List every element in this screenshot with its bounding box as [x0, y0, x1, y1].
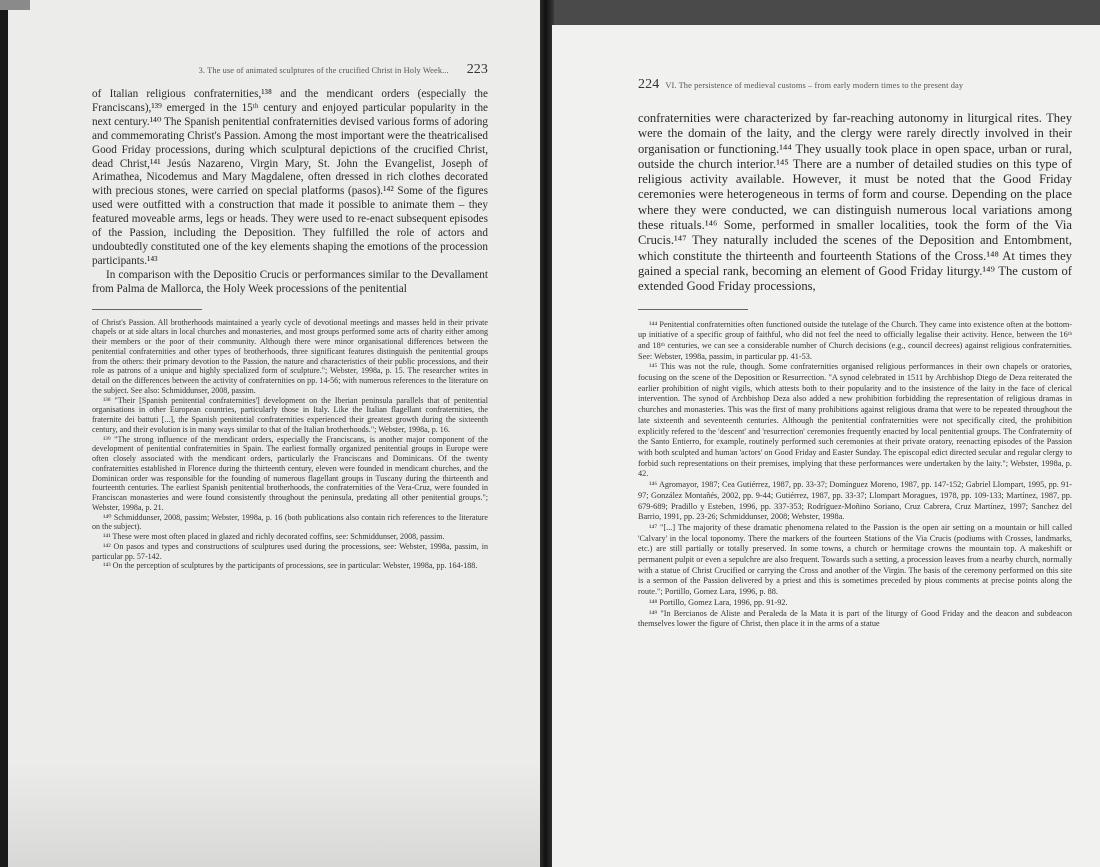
- left-running-head: [92, 62, 488, 78]
- footnote: ¹⁴⁹ "In Bercianos de Aliste and Peraleda de la Mata it is part of the liturgy of Good Friday and the deacon and subdeacon themselves lower the figure of Christ, then place it in the arms of a statue: [638, 608, 1072, 629]
- right-paragraph: confraternities were characterized by far-reaching autonomy in liturgical rites. They were the domain of the laity, and the clergy were rarely directly involved in their organisation or functioning.¹⁴⁴ They usually took place in open space, urban or rural, outside the church interior.¹⁴⁵ There are a number of detailed studies on this type of religious activity available. However, it must be noted that the Good Friday ceremonies were heterogeneous in terms of form and course. Depending on the place where they were conducted, we can distinguish numerous local variations among these rituals.¹⁴⁶ Some, performed in smaller localities, took the form of the Via Crucis.¹⁴⁷ They naturally included the scenes of the Deposition and Entombment, which constitute the thirteenth and fourteenth Stations of the Cross.¹⁴⁸ At times they gained a special rank, becoming an element of Good Friday liturgy.¹⁴⁹ The custom of extended Good Friday processions,: [638, 111, 1072, 294]
- footnote: ¹⁴² On pasos and types and constructions of sculptures used during the processions, see: Webster, 1998a, passim, in particular pp. 57-142.: [92, 541, 488, 561]
- right-footnotes: [638, 320, 1072, 630]
- footnote: ¹⁴⁴ Penitential confraternities often functioned outside the tutelage of the Church. They came into existence often at the bottom-up initiative of a specific group of faithful, who did not feel the need to officially legalise their activity. Hence, between the 16ᵗʰ and 18ᵗʰ centuries, we can see a considerable number of Church decisions (e.g., council decrees) against religious confraternities. See: Webster, 1998a, passim, in particular pp. 41-53.: [638, 319, 1072, 361]
- left-paragraph: of Italian religious confraternities,¹³⁸ and the mendicant orders (especially the Franciscans),¹³⁹ emerged in the 15ᵗʰ century and enjoyed particular popularity in the next century.¹⁴⁰ The Spanish penitential confraternities devised various forms of adoring and commemorating Christ's Passion. Among the most important were the theatricalised Good Friday processions, during which sculptural depictions of the crucified Christ, dead Christ,¹⁴¹ Jesús Nazareno, Virgin Mary, St. John the Evangelist, Joseph of Arimathea, Nicodemus and Mary Magdalene, often dressed in rich clothes decorated with precious stones, were carried on special platforms (pasos).¹⁴² Some of the figures used were outfitted with a construction that made it possible to animate them – they featured moveable arms, legs or heads. They were used to re-enact subsequent episodes of the Passion, including the Deposition. They fulfilled the role of actors and undoubtedly constituted one of the key elements shaping the emotions of the procession participants.¹⁴³: [92, 88, 488, 267]
- footnote: ¹³⁹ "The strong influence of the mendicant orders, especially the Franciscans, is another major component of the development of penitential confraternities in Spain. The earliest formally organized penitential groups in Europe were often closely associated with the mendicant orders, particularly the Franciscans and Dominicans. Of the twenty confraternities established in Florence during the thirteenth century, eleven were founded in mendicant churches, and the Dominican order was responsible for the founding of numerous flagellant groups in Tuscany during the thirteenth and fourteenth centuries. The earliest Spanish penitential brotherhoods, the confraternities of the Vera-Cruz, were founded in Franciscan monasteries and were found consistently throughout the peninsula, predating all other penitential groups."; Webster, 1998a, p. 21.: [92, 434, 488, 512]
- scan-corner: [0, 0, 30, 10]
- right-running-head-title: VI. The persistence of medieval customs – from early modern times to the present day: [665, 81, 964, 90]
- footnote-rule: [92, 309, 202, 310]
- footnote: ¹⁴¹ These were most often placed in glazed and richly decorated coffins, see: Schmiddunser, 2008, passim.: [103, 532, 445, 542]
- left-footnotes: [92, 318, 488, 572]
- right-body-text: [638, 111, 1072, 295]
- left-running-head-title: 3. The use of animated sculptures of the crucified Christ in Holy Week...: [198, 66, 449, 75]
- right-page: [552, 25, 1100, 867]
- footnote: ¹⁴³ On the perception of sculptures by the participants of processions, see in particular: Webster, 1998a, pp. 164-188.: [103, 561, 478, 571]
- right-running-head: [638, 77, 1072, 93]
- left-body-text: [92, 88, 488, 297]
- scan-edge: [0, 0, 8, 867]
- footnote: ¹⁴⁸ Portillo, Gomez Lara, 1996, pp. 91-92.: [649, 597, 788, 607]
- footnote: ¹⁴⁶ Agromayor, 1987; Cea Gutiérrez, 1987, pp. 33-37; Domínguez Moreno, 1987, pp. 147-152; Gabriel Llompart, 1995, pp. 91-97; González Montañés, 2002, pp. 9-44; Gutiérrez, 1987, pp. 33-37; Llompart Moragues, 1978, pp. 109-133; Martínez, 1987, pp. 679-689; Pradillo y Esteben, 1996, pp. 337-353; Rodríguez-Moñino Soriano, Cruz Cabrera, Cruz Martínez, 1997; Sanchez del Barrio, 1991, pp. 23-26; Schmiddunser, 2008; Webster, 1998a.: [638, 480, 1072, 522]
- footnote-rule: [638, 309, 748, 310]
- footnote: ¹⁴⁵ This was not the rule, though. Some confraternities organised religious performances in their own chapels or oratories, focusing on the scene of the Deposition or Resurrection. "A synod celebrated in 1511 by Archbishop Diego de Deza reiterated the earlier prohibition of night vigils, which attests both to their popularity and to the insistence of the laity in the face of clerical intervention. The synod of Archbishop Deza also added a new prohibition forbidding the representation of religious dramas in churches and monasteries. This was the first of many prohibitions against religious drama that were to be repeated throughout the late sixteenth and seventeenth centuries. Although the penitential confraternities were not specifically cited, the prohibition explicitly refered to the 'descent' and 'resurrection' ceremonies frequently enacted by local penitential groups. The Confraternity of the Santo Entierro, for example, routinely performed such ceremonies at their private oratory, reenacting episodes of the Passion with both sculpted and human 'actors' on Good Friday and Easter Sunday. The episcopal edict directed secular and regular clergy to forbid such representations on their premises, implying that these performances were undertaken by the laity."; Webster, 1998a, p. 42.: [638, 362, 1072, 479]
- footnote: of Christ's Passion. All brotherhoods maintained a yearly cycle of devotional meetings and masses held in their private chapels or at side altars in local churches and monasteries, and most groups performed some acts of charity either among their members or the poor of their community. Although there were minor organisational differences between the penitential confraternities and other types of brotherhoods, three significant features distinguish the penitential groups from the others: their primary devotion to the Passion, the nature and characteristics of their public processions, and their role as patrons of a unique and highly specialized form of sculpture."; Webster, 1998a, p. 15. The researcher writes in detail on the differences between the activity of confraternities on pp. 14-56; with numerous references to the literature on the subject. See also: Schmiddunser, 2008, passim.: [92, 317, 488, 395]
- left-page: [8, 0, 548, 867]
- right-page-number: 224: [638, 77, 660, 92]
- footnote: ¹⁴⁷ "[...] The majority of these dramatic phenomena related to the Passion is the open air setting on a mountain or hill called 'Calvary' in the local toponomy. There the markers of the fourteen Stations of the Via Crucis (podiums with Crosses, landmarks, etc.) are still partially or totally preserved. In some towns, a church or hermitage crowns the mountain top. A makeshift or permanent pulpit or even a sepulchre are also frequent. Towards such a setting, a procession leaves from a nearby church, normally with a statue of Christ Crucified or carrying the Cross and another of the Virgin. The basis of the ceremony performed on this site is a sermon of the Passion delivered by a priest and this is sometimes preceded by pious comments at precise points along the route."; Portillo, Gomez Lara, 1996, p. 88.: [638, 522, 1072, 597]
- footnote: ¹³⁸ "Their [Spanish penitential confraternities'] development on the Iberian peninsula parallels that of penitential organisations in other European countries, particularly those in Italy. Like the Italian flagellant confraternities, the fraternite dei battuti [...], the Spanish penitential confraternities experienced their greatest growth during the sixteenth century, and their evolution is in many ways similar to that of the Italian brotherhoods."; Webster, 1998a, p. 16.: [92, 395, 488, 434]
- left-page-number: 223: [466, 62, 488, 77]
- left-paragraph: In comparison with the Depositio Crucis or performances similar to the Devallament from Palma de Mallorca, the Holy Week processions of the penitential: [92, 268, 488, 295]
- footnote: ¹⁴⁰ Schmiddunser, 2008, passim; Webster, 1998a, p. 16 (both publications also contain rich references to the literature on the subject).: [92, 512, 488, 532]
